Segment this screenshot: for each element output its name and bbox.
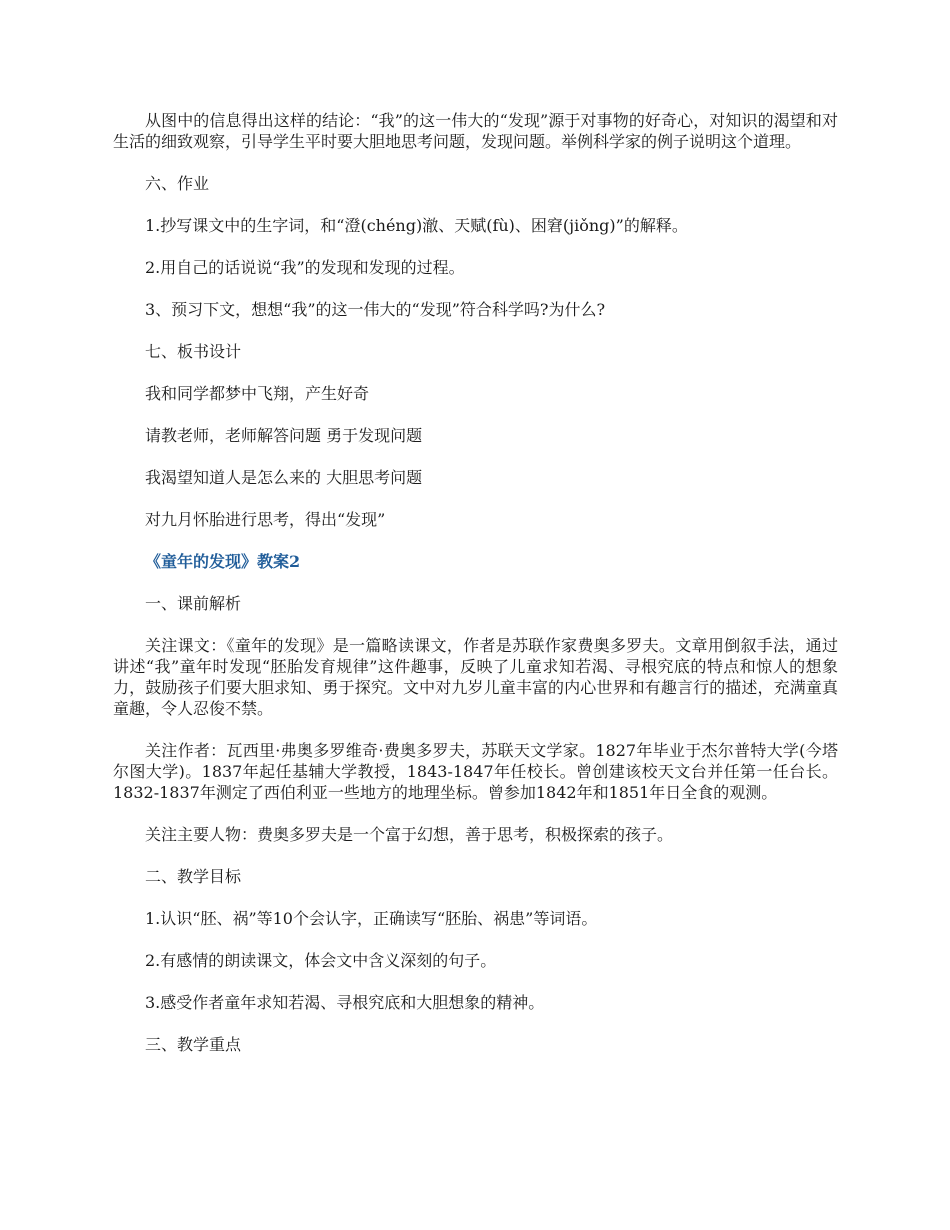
focus-author-paragraph: 关注作者：瓦西里·弗奥多罗维奇·费奥多罗夫，苏联天文学家。1827年毕业于杰尔普特大学(今塔尔图大学)。1837年起任基辅大学教授，1843-1847年任校长。曾创建该校天文台并任第一任台长。1832-1837年测定了西伯利亚一些地方的地理坐标。曾参加1842年和1851年日全食的观测。 xyxy=(113,741,838,802)
homework-item-1: 1.抄写课文中的生字词，和“澄(chéng)澈、天赋(fù)、困窘(jiǒng)”的解释。 xyxy=(145,216,688,235)
homework-item-2: 2.用自己的话说说“我”的发现和发现的过程。 xyxy=(145,258,465,277)
goal-item-1: 1.认识“胚、祸”等10个会认字，正确读写“胚胎、祸患”等词语。 xyxy=(145,909,598,928)
board-line-1: 我和同学都梦中飞翔，产生好奇 xyxy=(145,384,370,403)
teaching-focus-heading: 三、教学重点 xyxy=(145,1035,242,1054)
document-page xyxy=(113,110,838,1055)
homework-item-3: 3、预习下文，想想“我”的这一伟大的“发现”符合科学吗?为什么? xyxy=(145,300,606,319)
board-design-heading: 七、板书设计 xyxy=(145,342,242,361)
board-line-2: 请教老师，老师解答问题 勇于发现问题 xyxy=(145,426,423,445)
focus-text-paragraph: 关注课文：《童年的发现》是一篇略读课文，作者是苏联作家费奥多罗夫。文章用倒叙手法，通过讲述“我”童年时发现“胚胎发育规律”这件趣事，反映了儿童求知若渴、寻根究底的特点和惊人的想象力，鼓励孩子们要大胆求知、勇于探究。文中对九岁儿童丰富的内心世界和有趣言行的描述，充满童真童趣，令人忍俊不禁。 xyxy=(113,636,838,718)
goal-item-3: 3.感受作者童年求知若渴、寻根究底和大胆想象的精神。 xyxy=(145,993,545,1012)
pre-class-analysis-heading: 一、课前解析 xyxy=(145,594,242,613)
conclusion-paragraph: 从图中的信息得出这样的结论：“我”的这一伟大的“发现”源于对事物的好奇心，对知识的渴望和对生活的细致观察，引导学生平时要大胆地思考问题，发现问题。举例科学家的例子说明这个道理。 xyxy=(113,111,838,151)
homework-heading: 六、作业 xyxy=(145,174,210,193)
section-title: 《童年的发现》教案2 xyxy=(145,552,301,571)
board-line-4: 对九月怀胎进行思考，得出“发现” xyxy=(145,510,386,529)
focus-character-paragraph: 关注主要人物：费奥多罗夫是一个富于幻想，善于思考，积极探索的孩子。 xyxy=(145,825,674,844)
teaching-goals-heading: 二、教学目标 xyxy=(145,867,242,886)
board-line-3: 我渴望知道人是怎么来的 大胆思考问题 xyxy=(145,468,423,487)
goal-item-2: 2.有感情的朗读课文，体会文中含义深刻的句子。 xyxy=(145,951,497,970)
